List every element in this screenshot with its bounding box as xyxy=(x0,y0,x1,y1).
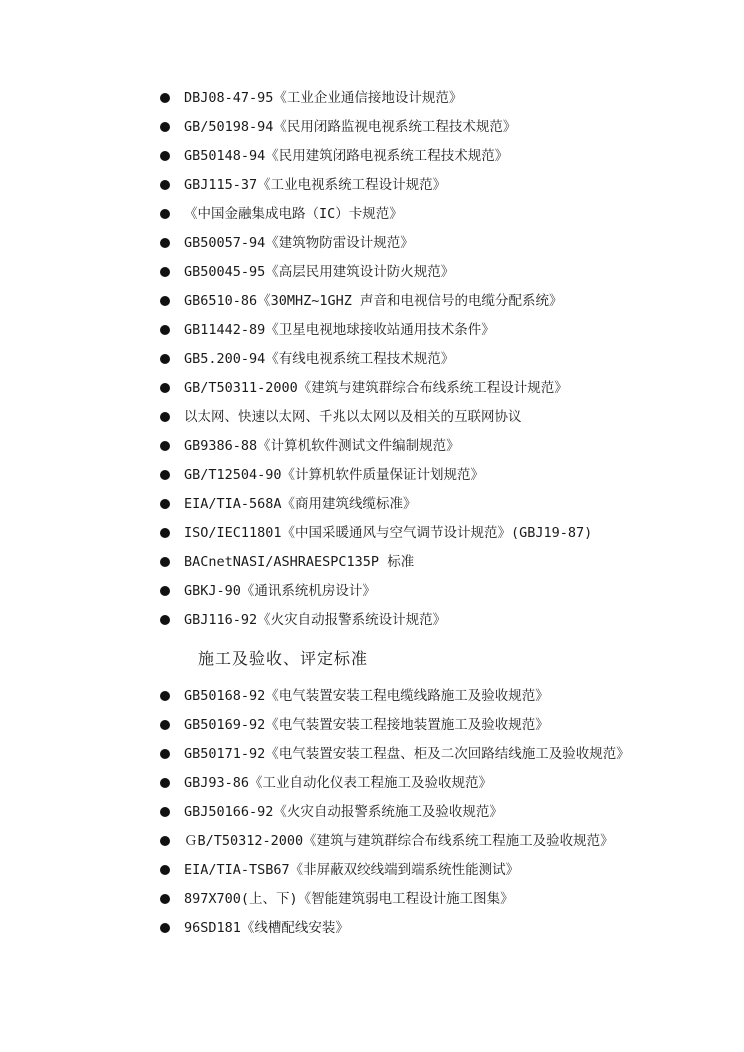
bullet-icon xyxy=(160,122,170,132)
list-item xyxy=(160,608,660,632)
list-item xyxy=(160,434,660,458)
list-item-text: DBJ08-47-95《工业企业通信接地设计规范》 xyxy=(184,90,463,106)
list-item-text: GBJ93-86《工业自动化仪表工程施工及验收规范》 xyxy=(184,775,493,791)
list-item xyxy=(160,144,660,168)
list-item xyxy=(160,492,660,516)
bullet-icon xyxy=(160,923,170,933)
list-item xyxy=(160,829,660,853)
bullet-icon xyxy=(160,151,170,161)
list-item xyxy=(160,742,659,766)
section-heading: 施工及验收、评定标准 xyxy=(198,649,369,668)
list-item-text: 以太网、快速以太网、千兆以太网以及相关的互联网协议 xyxy=(184,409,522,425)
bullet-icon xyxy=(160,441,170,451)
bullet-icon xyxy=(160,528,170,538)
bullet-icon xyxy=(160,209,170,219)
bullet-icon xyxy=(160,296,170,306)
list-item-text: EIA/TIA-TSB67《非屏蔽双绞线端到端系统性能测试》 xyxy=(184,862,520,878)
list-item xyxy=(160,858,660,882)
list-item-text: GBJ50166-92《火灾自动报警系统施工及验收规范》 xyxy=(184,804,503,820)
list-item xyxy=(160,202,660,226)
list-item-text: 897X700(上、下)《智能建筑弱电工程设计施工图集》 xyxy=(184,891,514,907)
list-item-text: 《中国金融集成电路（IC）卡规范》 xyxy=(184,206,403,222)
list-item-text: GB/50198-94《民用闭路监视电视系统工程技术规范》 xyxy=(184,119,517,135)
list-item-text: ＧB/T50312-2000《建筑与建筑群综合布线系统工程施工及验收规范》 xyxy=(184,833,614,849)
bullet-icon xyxy=(160,499,170,509)
bullet-icon xyxy=(160,691,170,701)
bullet-icon xyxy=(160,720,170,730)
list-item xyxy=(160,916,660,940)
list-item-text: GB50171-92《电气装置安装工程盘、柜及二次回路结线施工及验收规范》 xyxy=(184,746,630,762)
list-item-text: GB50169-92《电气装置安装工程接地装置施工及验收规范》 xyxy=(184,717,549,733)
bullet-icon xyxy=(160,354,170,364)
list-item-text: BACnetNASI/ASHRAESPC135P 标准 xyxy=(184,554,415,570)
list-item xyxy=(160,713,660,737)
list-item-text: GB/T50311-2000《建筑与建筑群综合布线系统工程设计规范》 xyxy=(184,380,568,396)
bullet-icon xyxy=(160,180,170,190)
bullet-icon xyxy=(160,586,170,596)
bullet-icon xyxy=(160,749,170,759)
list-item xyxy=(160,521,660,545)
list-item-text: GBJ115-37《工业电视系统工程设计规范》 xyxy=(184,177,447,193)
bullet-icon xyxy=(160,383,170,393)
bullet-icon xyxy=(160,865,170,875)
bullet-icon xyxy=(160,894,170,904)
bullet-icon xyxy=(160,615,170,625)
list-item xyxy=(160,463,660,487)
bullet-icon xyxy=(160,807,170,817)
list-item-text: GB6510-86《30MHZ~1GHZ 声音和电视信号的电缆分配系统》 xyxy=(184,293,563,309)
list-item xyxy=(160,887,660,911)
list-item-text: GB5.200-94《有线电视系统工程技术规范》 xyxy=(184,351,455,367)
list-item-text: GBJ116-92《火灾自动报警系统设计规范》 xyxy=(184,612,447,628)
list-item-text: GB11442-89《卫星电视地球接收站通用技术条件》 xyxy=(184,322,495,338)
list-item xyxy=(160,115,660,139)
bullet-icon xyxy=(160,93,170,103)
standards-list xyxy=(160,86,660,637)
list-item-text: GB50057-94《建筑物防雷设计规范》 xyxy=(184,235,414,251)
bullet-icon xyxy=(160,836,170,846)
list-item-text: GB50148-94《民用建筑闭路电视系统工程技术规范》 xyxy=(184,148,509,164)
bullet-icon xyxy=(160,470,170,480)
list-item xyxy=(160,579,660,603)
acceptance-standards-list xyxy=(160,684,660,945)
bullet-icon xyxy=(160,325,170,335)
list-item xyxy=(160,684,660,708)
list-item-text: 96SD181《线槽配线安装》 xyxy=(184,920,349,936)
bullet-icon xyxy=(160,267,170,277)
list-item xyxy=(160,347,660,371)
list-item xyxy=(160,173,660,197)
list-item-text: EIA/TIA-568A《商用建筑线缆标准》 xyxy=(184,496,417,512)
list-item xyxy=(160,318,660,342)
list-item-text: GB/T12504-90《计算机软件质量保证计划规范》 xyxy=(184,467,485,483)
bullet-icon xyxy=(160,412,170,422)
list-item xyxy=(160,86,660,110)
list-item-text: GB9386-88《计算机软件测试文件编制规范》 xyxy=(184,438,460,454)
list-item xyxy=(160,231,660,255)
bullet-icon xyxy=(160,557,170,567)
list-item xyxy=(160,260,660,284)
list-item xyxy=(160,771,660,795)
list-item-text: ISO/IEC11801《中国采暖通风与空气调节设计规范》(GBJ19-87) xyxy=(184,525,593,541)
list-item xyxy=(160,405,660,429)
list-item-text: GB50168-92《电气装置安装工程电缆线路施工及验收规范》 xyxy=(184,688,549,704)
bullet-icon xyxy=(160,238,170,248)
list-item-text: GBKJ-90《通讯系统机房设计》 xyxy=(184,583,376,599)
list-item xyxy=(160,550,660,574)
list-item xyxy=(160,376,660,400)
list-item xyxy=(160,289,660,313)
list-item-text: GB50045-95《高层民用建筑设计防火规范》 xyxy=(184,264,455,280)
bullet-icon xyxy=(160,778,170,788)
list-item xyxy=(160,800,660,824)
